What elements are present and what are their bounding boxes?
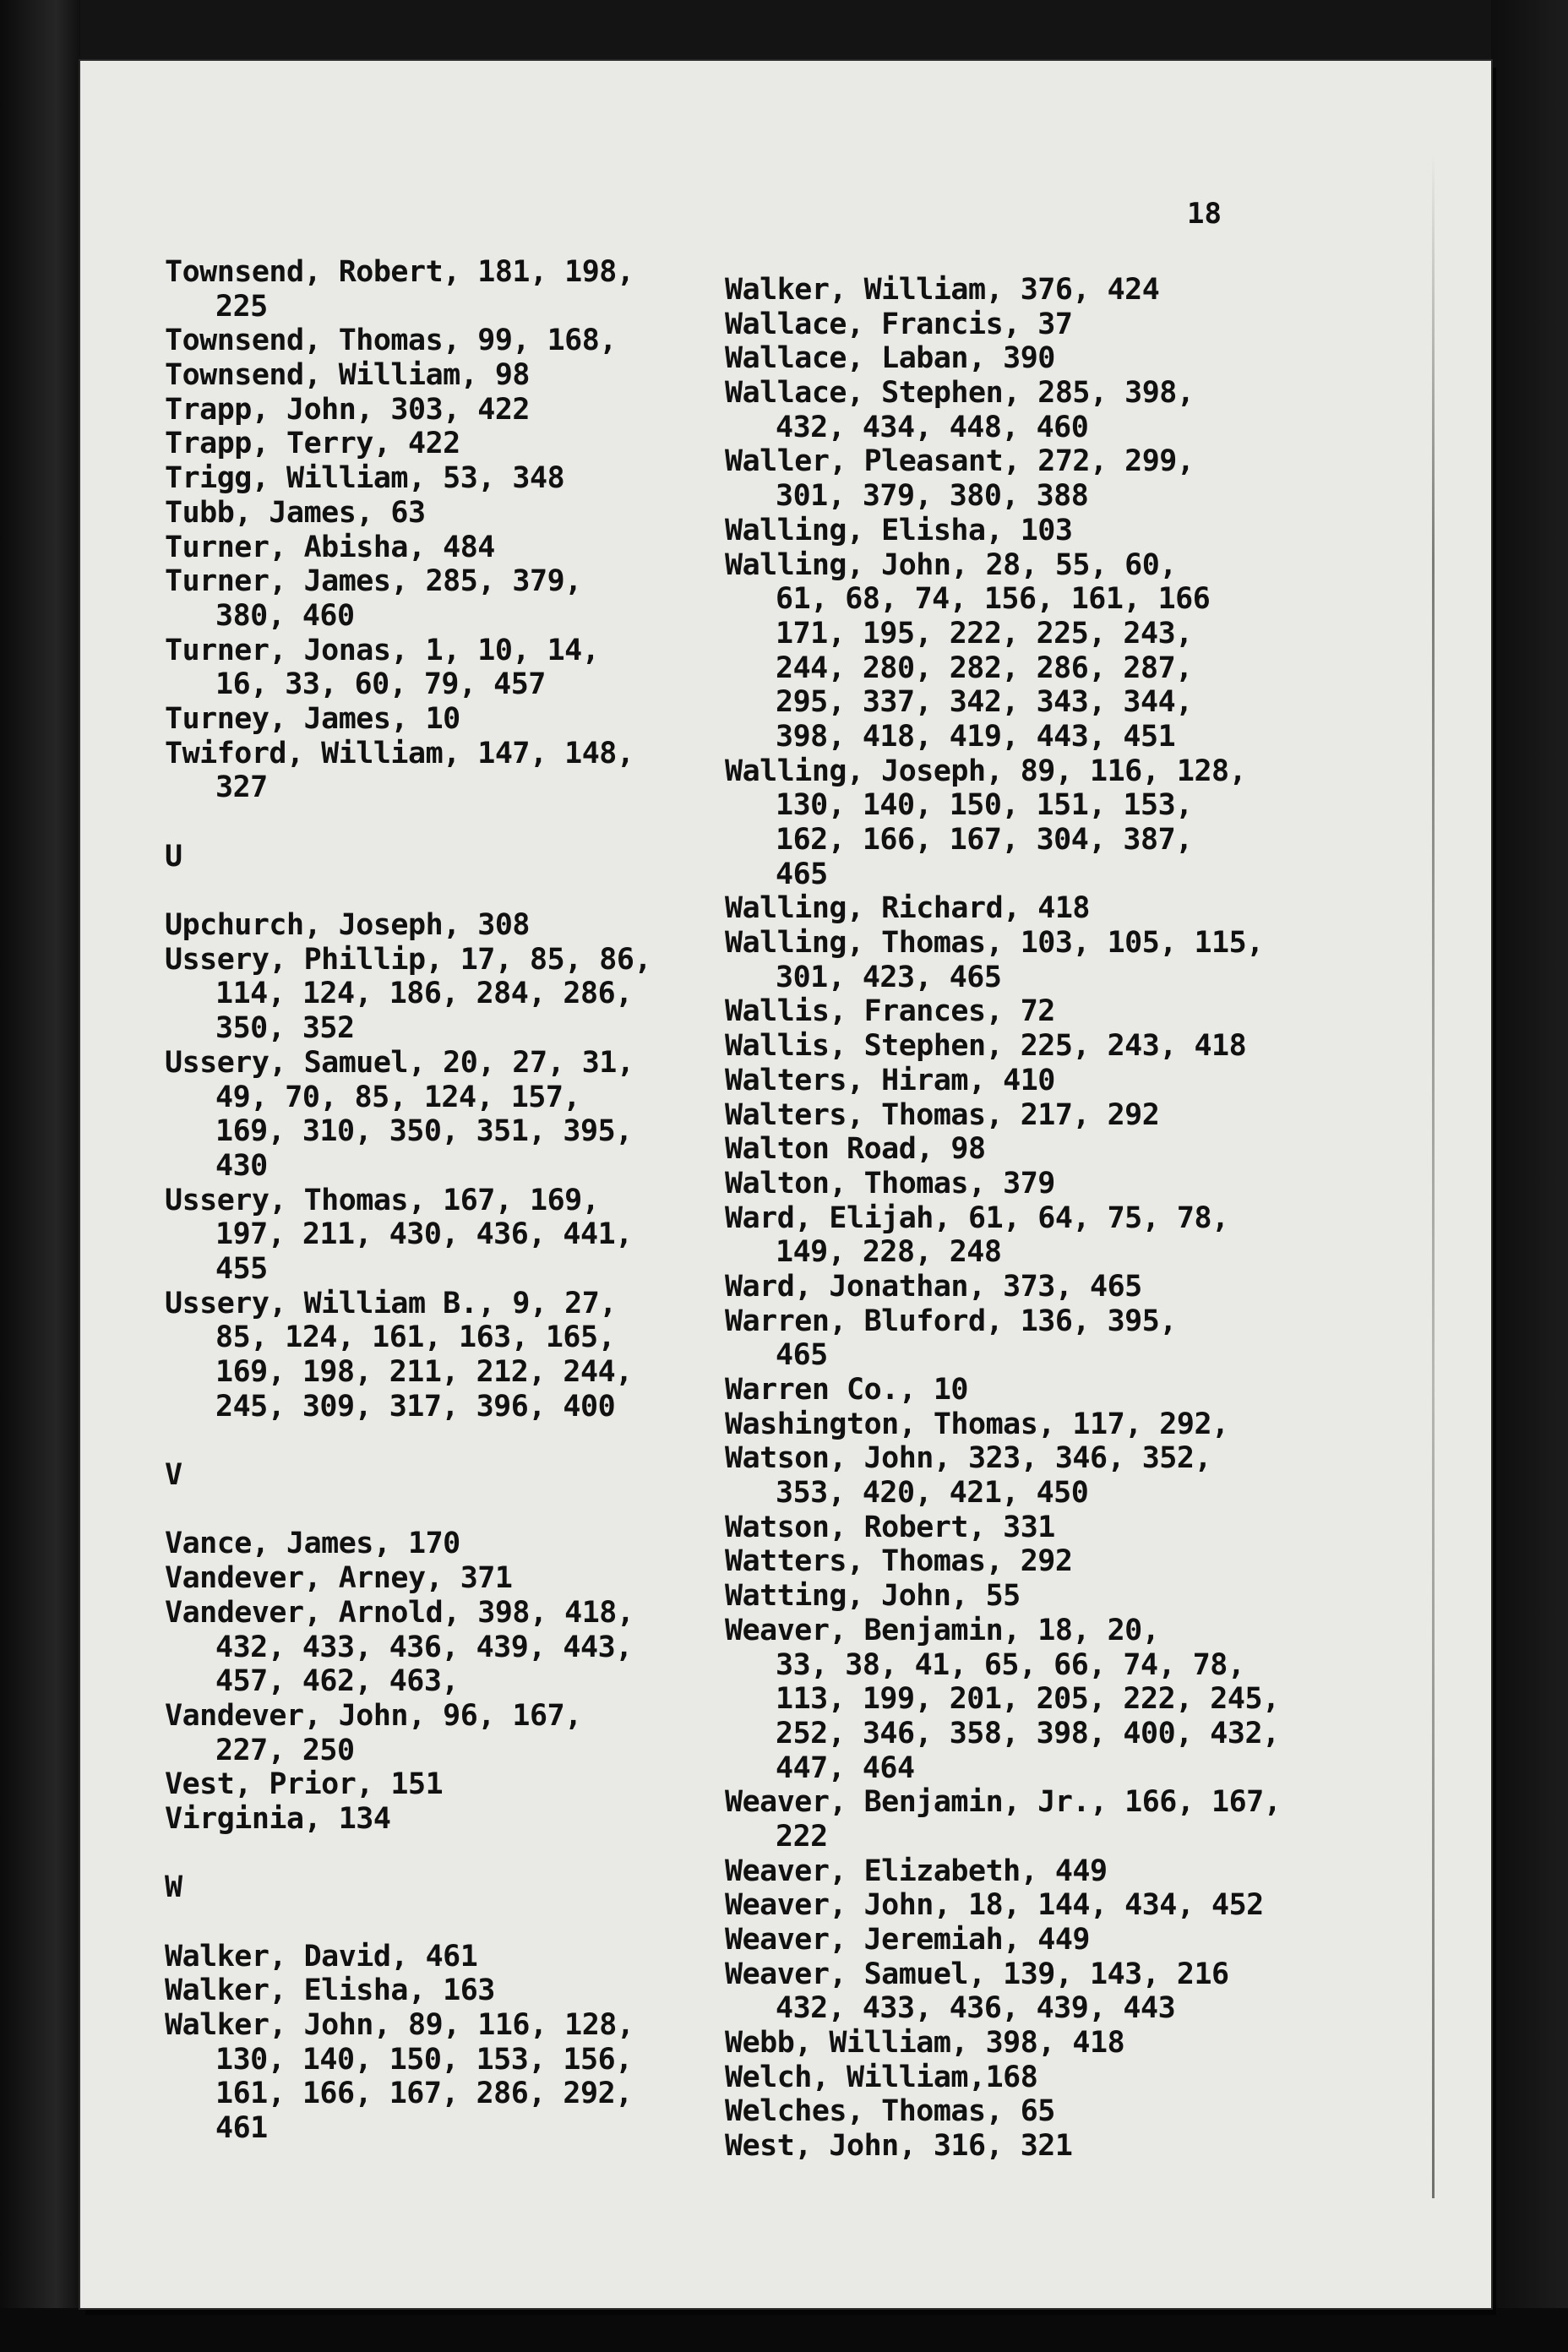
- index-entry: Weaver, Benjamin, Jr., 166, 167,: [725, 1785, 1282, 1820]
- index-entry: Townsend, Thomas, 99, 168,: [165, 324, 617, 358]
- index-entry: Weaver, Jeremiah, 449: [725, 1923, 1091, 1957]
- index-entry: Welches, Thomas, 65: [725, 2094, 1055, 2129]
- index-entry: Walters, Hiram, 410: [725, 1063, 1055, 1097]
- index-entry: Trapp, John, 303, 422: [165, 392, 531, 427]
- index-entry: Wallace, Stephen, 285, 398,: [725, 376, 1195, 411]
- index-entry-continuation: 432, 433, 436, 439, 443,: [215, 1630, 633, 1664]
- index-entry-continuation: 244, 280, 282, 286, 287,: [776, 651, 1193, 685]
- blank-line: [165, 874, 651, 908]
- index-entry: Turner, Jonas, 1, 10, 14,: [165, 633, 600, 667]
- index-entry-continuation: 85, 124, 161, 163, 165,: [215, 1320, 616, 1355]
- index-entry-continuation: 197, 211, 430, 436, 441,: [215, 1217, 633, 1252]
- index-entry: Walling, John, 28, 55, 60,: [725, 547, 1177, 582]
- index-column-right: [725, 273, 1281, 2164]
- index-entry-continuation: 380, 460: [215, 598, 355, 633]
- index-entry: Ward, Jonathan, 373, 465: [725, 1269, 1142, 1304]
- index-entry-continuation: 461: [215, 2111, 268, 2146]
- index-entry: Walling, Richard, 418: [725, 891, 1091, 926]
- page-number: 18: [1187, 197, 1222, 231]
- index-entry: Virginia, 134: [165, 1801, 391, 1836]
- index-entry: Walker, Elisha, 163: [165, 1974, 495, 2008]
- index-entry: Trigg, William, 53, 348: [165, 461, 565, 496]
- index-entry-continuation: 114, 124, 186, 284, 286,: [215, 977, 633, 1011]
- index-entry-continuation: 295, 337, 342, 343, 344,: [776, 685, 1193, 720]
- index-entry: Ussery, Phillip, 17, 85, 86,: [165, 942, 652, 977]
- index-entry: Weaver, Samuel, 139, 143, 216: [725, 1957, 1229, 1991]
- index-entry: Townsend, Robert, 181, 198,: [165, 255, 634, 289]
- index-entry-continuation: 457, 462, 463,: [215, 1664, 460, 1699]
- section-letter: W: [165, 1870, 182, 1905]
- index-entry: Wallis, Frances, 72: [725, 994, 1055, 1029]
- index-entry-continuation: 432, 434, 448, 460: [776, 410, 1089, 444]
- index-entry: Walling, Elisha, 103: [725, 513, 1073, 547]
- index-entry-continuation: 225: [215, 289, 268, 324]
- index-entry-continuation: 301, 423, 465: [776, 960, 1002, 994]
- index-entry-continuation: 161, 166, 167, 286, 292,: [215, 2077, 633, 2111]
- index-entry: West, John, 316, 321: [725, 2129, 1073, 2164]
- index-entry-continuation: 227, 250: [215, 1733, 355, 1767]
- blank-line: [165, 1837, 651, 1871]
- index-entry: Walker, David, 461: [165, 1939, 478, 1974]
- index-entry-continuation: 252, 346, 358, 398, 400, 432,: [776, 1716, 1280, 1750]
- index-entry: Watters, Thomas, 292: [725, 1544, 1073, 1579]
- index-entry: Weaver, John, 18, 144, 434, 452: [725, 1888, 1264, 1923]
- index-entry: Wallis, Stephen, 225, 243, 418: [725, 1029, 1247, 1064]
- index-entry: Walker, John, 89, 116, 128,: [165, 2008, 634, 2043]
- section-letter: U: [165, 839, 182, 874]
- scan-right-border: [1491, 0, 1568, 2352]
- index-entry-continuation: 130, 140, 150, 153, 156,: [215, 2042, 633, 2077]
- index-entry-continuation: 353, 420, 421, 450: [776, 1476, 1089, 1511]
- index-entry-continuation: 398, 418, 419, 443, 451: [776, 719, 1176, 754]
- index-entry-continuation: 447, 464: [776, 1750, 915, 1785]
- scan-bottom-border: [0, 2308, 1568, 2352]
- index-entry-continuation: 222: [776, 1819, 828, 1854]
- blank-line: [165, 805, 651, 840]
- index-entry: Warren, Bluford, 136, 395,: [725, 1304, 1177, 1338]
- index-entry-continuation: 432, 433, 436, 439, 443: [776, 1991, 1176, 2026]
- index-entry: Turney, James, 10: [165, 701, 460, 736]
- index-entry: Wallace, Francis, 37: [725, 307, 1073, 341]
- index-entry-continuation: 113, 199, 201, 205, 222, 245,: [776, 1682, 1280, 1717]
- index-entry: Wallace, Laban, 390: [725, 341, 1055, 376]
- index-entry-continuation: 465: [776, 857, 828, 891]
- index-entry: Walton, Thomas, 379: [725, 1166, 1055, 1200]
- index-entry: Washington, Thomas, 117, 292,: [725, 1407, 1229, 1441]
- index-entry: Walton Road, 98: [725, 1132, 986, 1167]
- index-entry-continuation: 455: [215, 1251, 268, 1286]
- index-entry-continuation: 162, 166, 167, 304, 387,: [776, 823, 1193, 857]
- index-entry: Ussery, Thomas, 167, 169,: [165, 1183, 600, 1217]
- page-edge-shadow: [1432, 154, 1435, 2198]
- index-entry-continuation: 149, 228, 248: [776, 1235, 1002, 1270]
- index-entry: Walling, Joseph, 89, 116, 128,: [725, 754, 1247, 788]
- blank-line: [165, 1905, 651, 1940]
- index-entry-continuation: 16, 33, 60, 79, 457: [215, 667, 546, 702]
- index-entry: Ussery, Samuel, 20, 27, 31,: [165, 1045, 634, 1080]
- index-entry-continuation: 33, 38, 41, 65, 66, 74, 78,: [776, 1647, 1245, 1682]
- index-entry: Vest, Prior, 151: [165, 1767, 444, 1802]
- index-entry: Walker, William, 376, 424: [725, 273, 1160, 307]
- section-letter: V: [165, 1458, 182, 1493]
- index-entry: Trapp, Terry, 422: [165, 427, 460, 461]
- index-entry-continuation: 130, 140, 150, 151, 153,: [776, 788, 1193, 823]
- index-entry: Walling, Thomas, 103, 105, 115,: [725, 926, 1264, 961]
- index-entry: Ward, Elijah, 61, 64, 75, 78,: [725, 1200, 1229, 1235]
- scan-left-border: [0, 0, 80, 2352]
- index-entry: Weaver, Elizabeth, 449: [725, 1854, 1108, 1888]
- index-entry-continuation: 301, 379, 380, 388: [776, 479, 1089, 514]
- index-entry-continuation: 169, 310, 350, 351, 395,: [215, 1114, 633, 1149]
- index-entry: Turner, James, 285, 379,: [165, 564, 582, 599]
- index-entry-continuation: 49, 70, 85, 124, 157,: [215, 1080, 581, 1114]
- index-entry: Upchurch, Joseph, 308: [165, 908, 531, 943]
- index-entry: Warren Co., 10: [725, 1373, 969, 1407]
- blank-line: [165, 1493, 651, 1527]
- index-entry: Welch, William,168: [725, 2060, 1038, 2094]
- index-entry: Ussery, William B., 9, 27,: [165, 1286, 617, 1320]
- index-entry: Waller, Pleasant, 272, 299,: [725, 444, 1195, 479]
- index-entry: Turner, Abisha, 484: [165, 530, 495, 564]
- index-entry-continuation: 350, 352: [215, 1011, 355, 1046]
- index-entry: Tubb, James, 63: [165, 495, 426, 530]
- index-entry-continuation: 245, 309, 317, 396, 400: [215, 1389, 616, 1424]
- index-entry: Weaver, Benjamin, 18, 20,: [725, 1613, 1160, 1647]
- index-entry: Walters, Thomas, 217, 292: [725, 1097, 1160, 1132]
- index-entry: Townsend, William, 98: [165, 358, 531, 393]
- index-entry-continuation: 61, 68, 74, 156, 161, 166: [776, 582, 1211, 617]
- index-entry: Vandever, John, 96, 167,: [165, 1698, 582, 1733]
- index-entry: Watson, John, 323, 346, 352,: [725, 1441, 1212, 1476]
- index-entry-continuation: 171, 195, 222, 225, 243,: [776, 616, 1193, 651]
- index-entry: Vandever, Arnold, 398, 418,: [165, 1595, 634, 1630]
- index-entry: Watson, Robert, 331: [725, 1510, 1055, 1544]
- index-entry-continuation: 169, 198, 211, 212, 244,: [215, 1355, 633, 1389]
- index-entry-continuation: 327: [215, 770, 268, 805]
- blank-line: [165, 1424, 651, 1458]
- index-entry: Vandever, Arney, 371: [165, 1561, 513, 1596]
- index-entry-continuation: 430: [215, 1148, 268, 1183]
- index-column-left: [165, 255, 651, 2146]
- index-entry: Twiford, William, 147, 148,: [165, 736, 634, 770]
- index-entry-continuation: 465: [776, 1338, 828, 1373]
- index-entry: Watting, John, 55: [725, 1579, 1021, 1614]
- index-entry: Vance, James, 170: [165, 1527, 460, 1561]
- index-entry: Webb, William, 398, 418: [725, 2026, 1125, 2061]
